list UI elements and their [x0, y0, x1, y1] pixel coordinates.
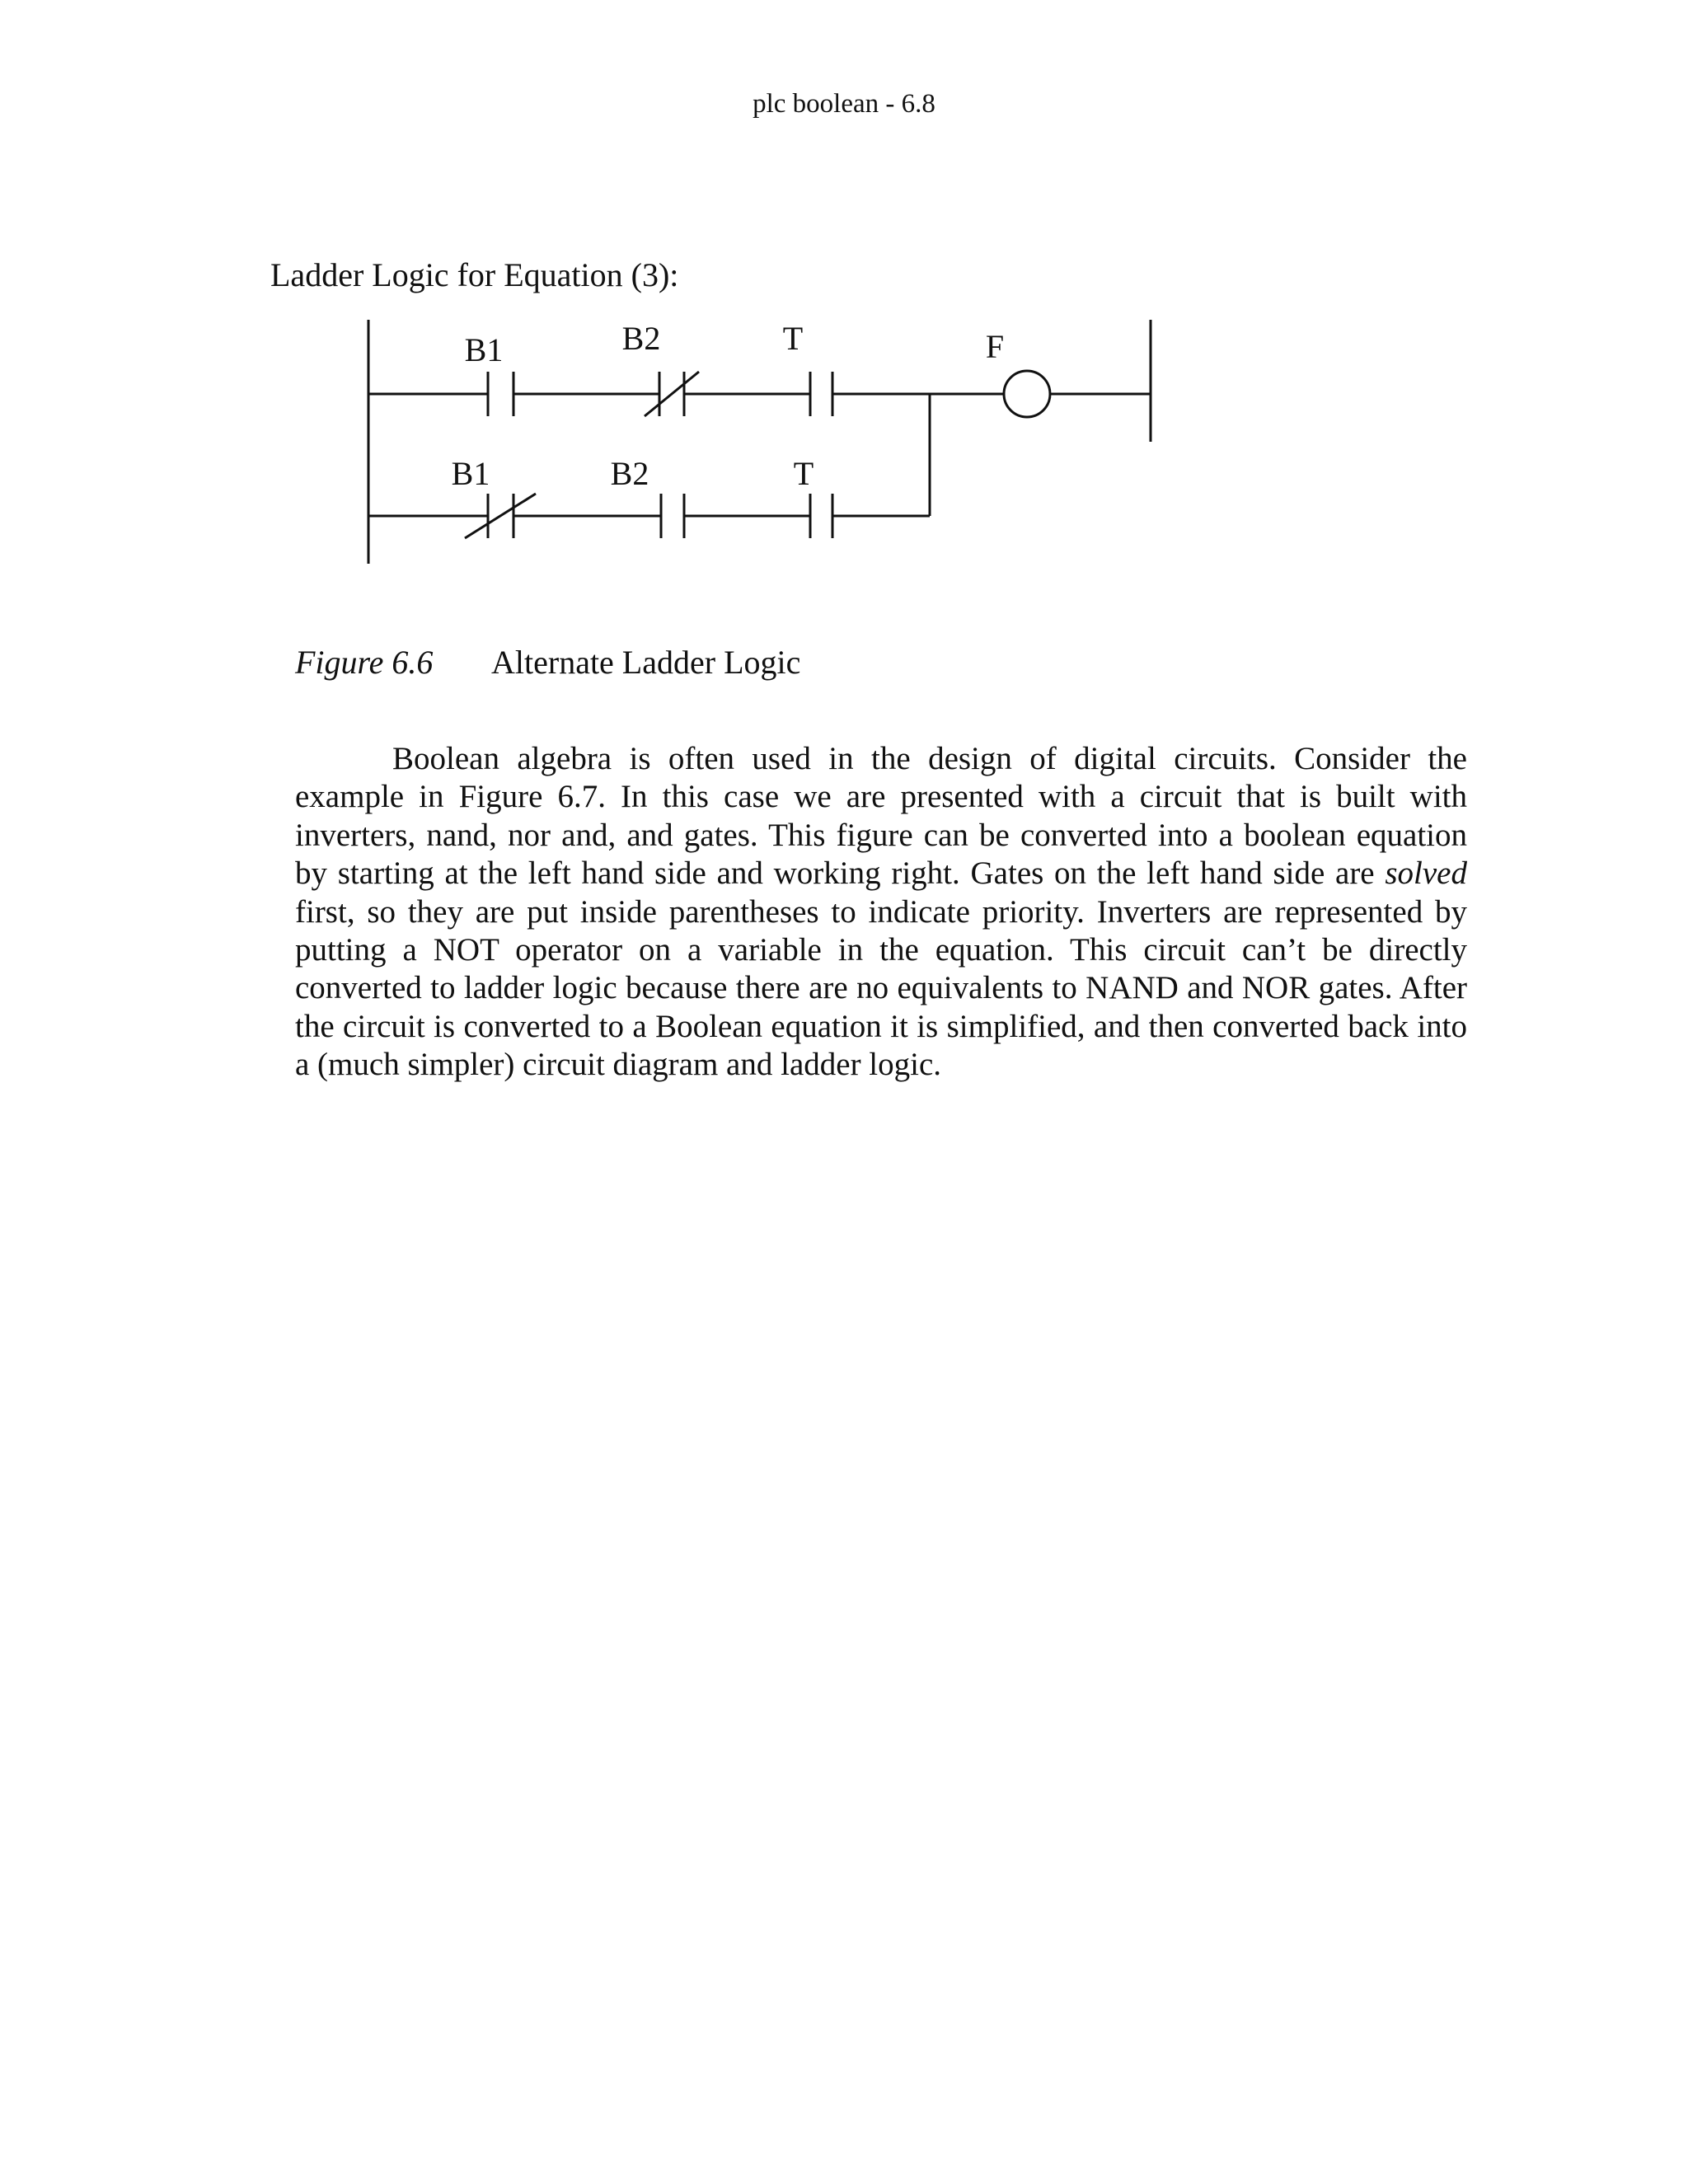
paragraph-part-2: first, so they are put inside parentheses to indicate priority. Inverters are represented by putting a NOT operator on a variable in the equation. This circuit can’t be directly converted to ladder logic because there are no equivalents to NAND and NOR gates. After the circuit is converted to a Boolean equation it is simplified, and then converted back into a (much simpler) circuit diagram and ladder logic. — [295, 893, 1467, 1083]
rung1-contact-t-label: T — [782, 320, 804, 357]
rung1-contact-b2-label: B2 — [621, 320, 661, 357]
rung1-output-coil-f — [1004, 371, 1050, 417]
rung1-coil-f-label: F — [985, 328, 1005, 365]
rung2-contact-b1-label: B1 — [451, 455, 490, 492]
body-paragraph — [295, 740, 1467, 1085]
figure-caption — [295, 643, 800, 682]
paragraph-emphasis: solved — [1385, 855, 1467, 892]
rung1-contact-b1-label: B1 — [464, 331, 504, 368]
page-header: plc boolean - 6.8 — [753, 89, 935, 119]
figure-title: Alternate Ladder Logic — [491, 644, 801, 681]
rung2-contact-t-label: T — [793, 455, 814, 492]
figure-number: Figure 6.6 — [295, 644, 434, 681]
rung2-contact-b2-label: B2 — [610, 455, 649, 492]
paragraph-part-1: Boolean algebra is often used in the design of digital circuits. Consider the example in Figure 6.7. In this case we are presented with a circuit that is built with inverters, nand, nor and, and gates. This figure can be converted into a boolean equation by starting at the left hand side and working right. Gates on the left hand side are — [295, 741, 1467, 892]
section-title: Ladder Logic for Equation (3): — [270, 256, 679, 293]
